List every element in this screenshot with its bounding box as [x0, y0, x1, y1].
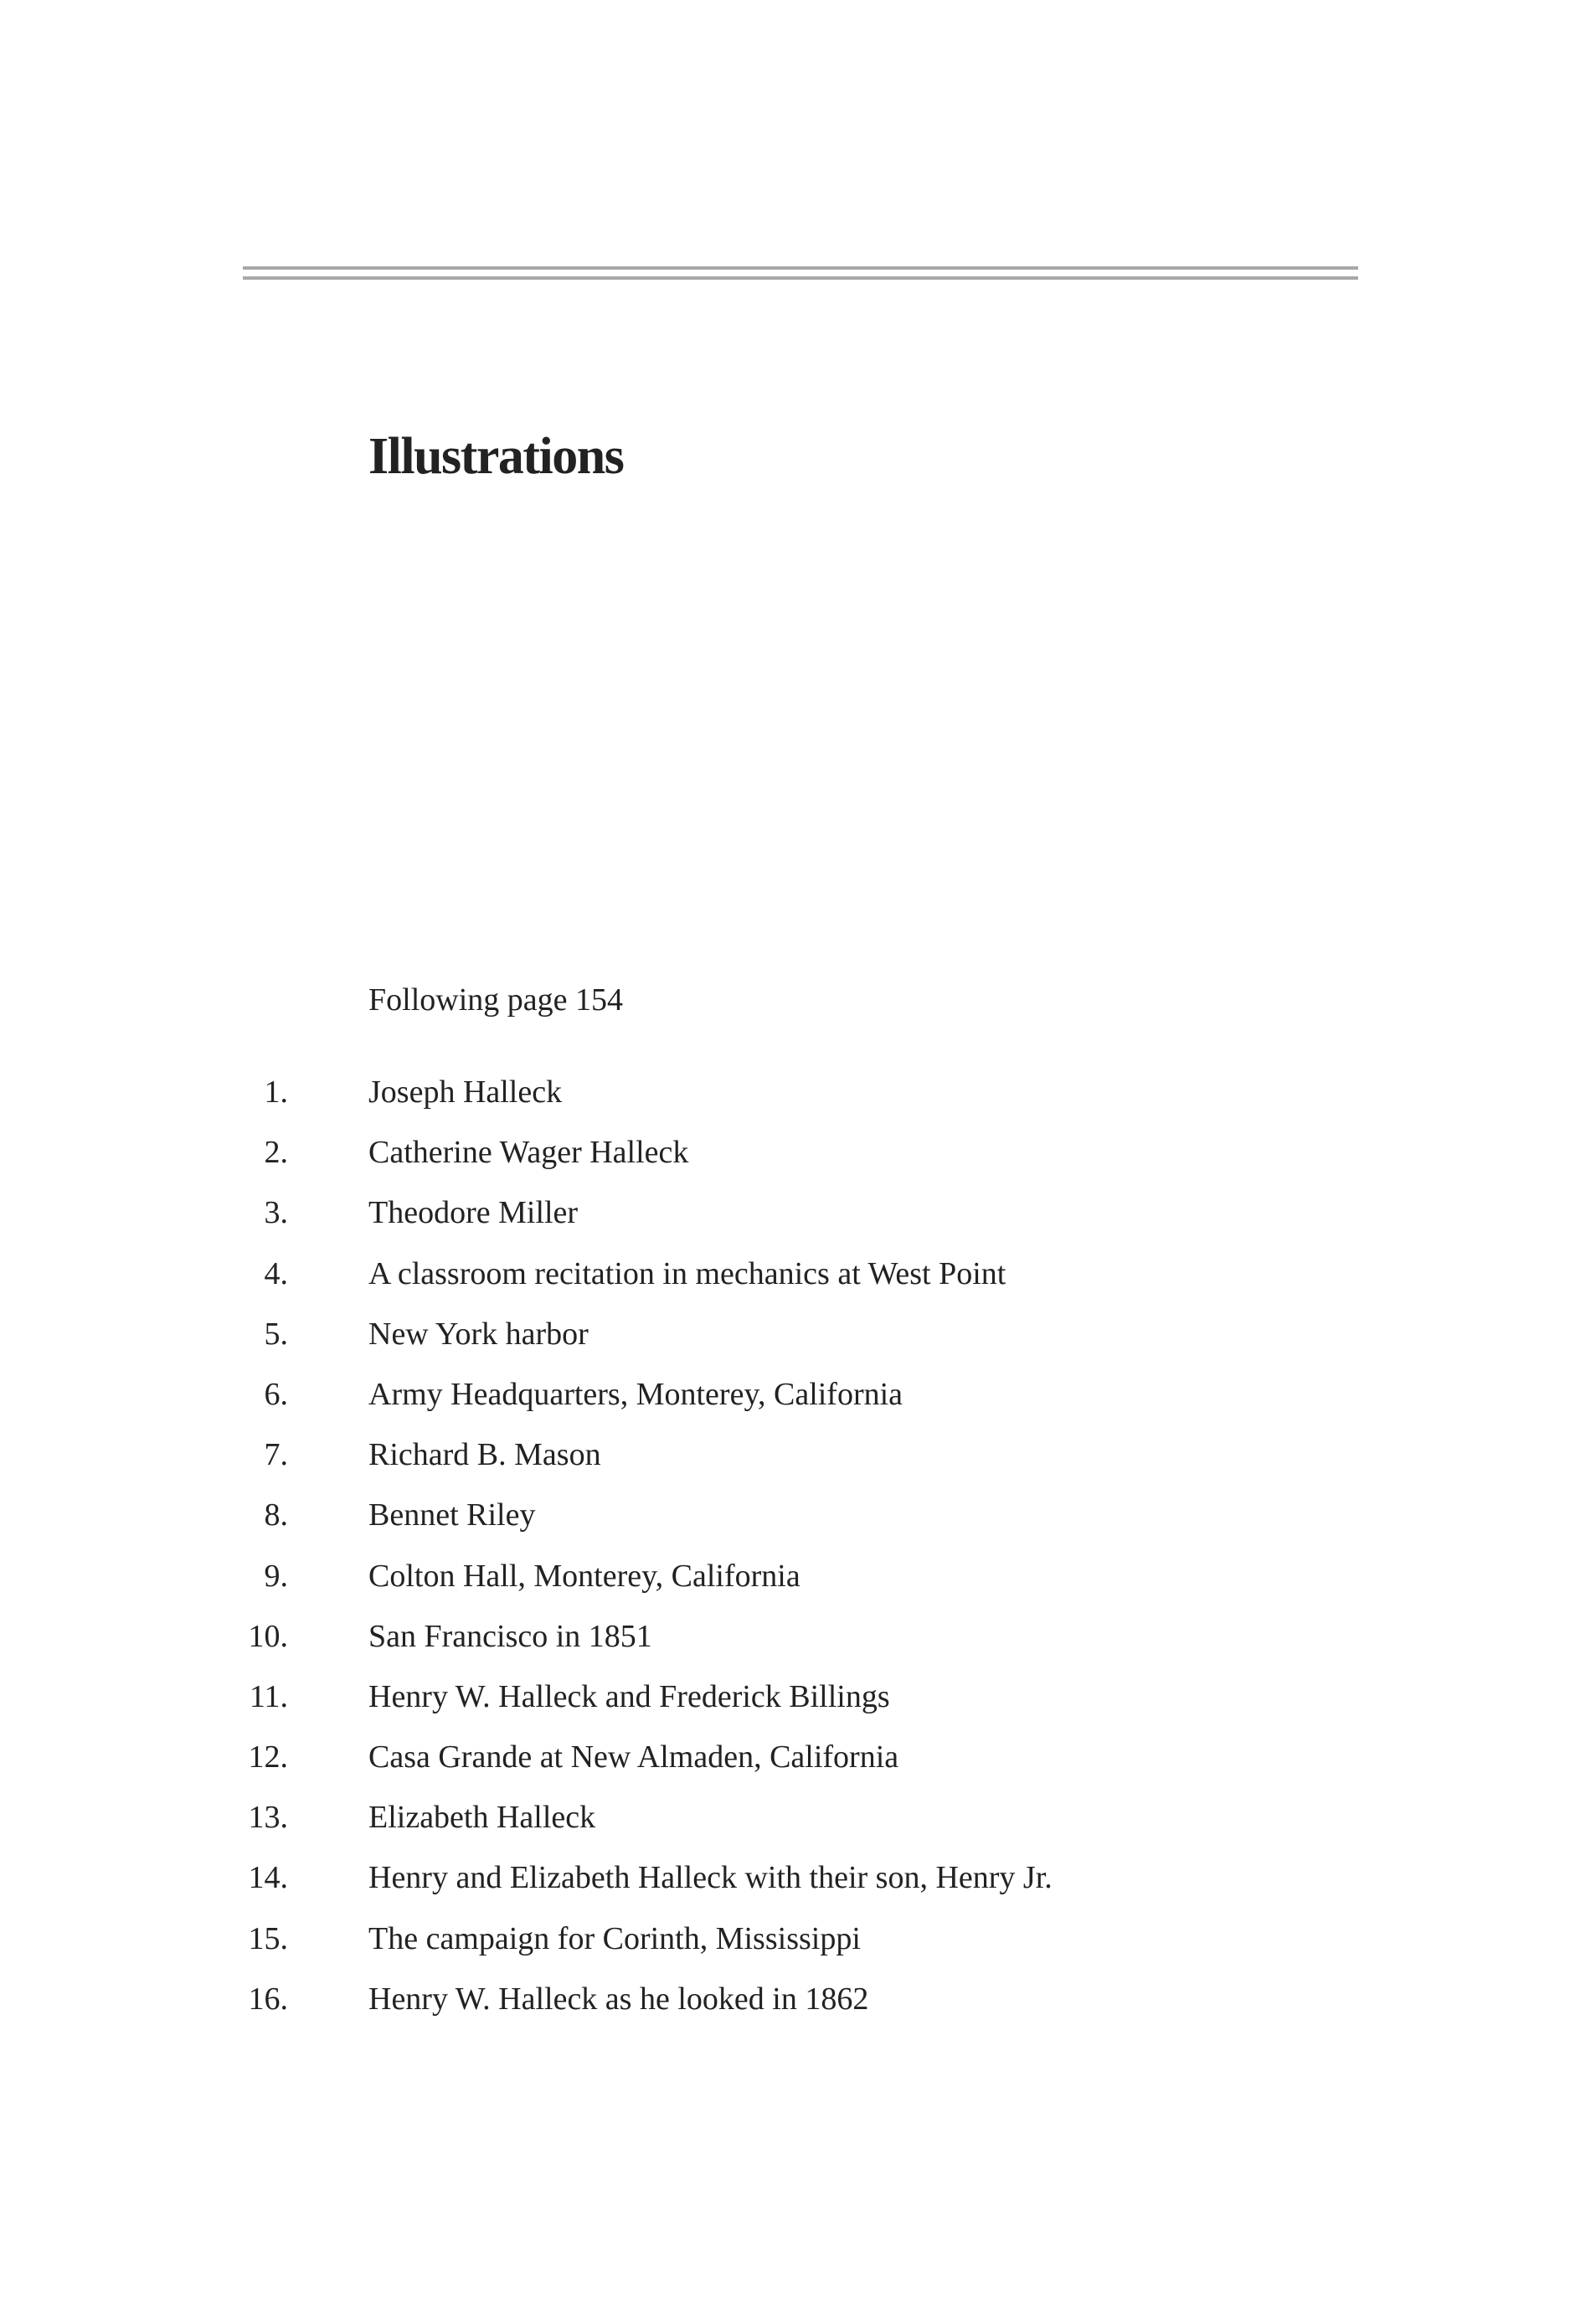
item-number: 13.	[248, 1800, 288, 1836]
list-item	[0, 1552, 1570, 1612]
item-number: 10.	[248, 1618, 288, 1654]
item-number: 6.	[264, 1376, 288, 1412]
item-number: 14.	[248, 1860, 288, 1896]
item-number: 12.	[248, 1739, 288, 1775]
item-caption: Elizabeth Halleck	[368, 1800, 596, 1836]
top-double-rule	[243, 266, 1358, 281]
item-number: 15.	[248, 1920, 288, 1956]
item-caption: Casa Grande at New Almaden, California	[368, 1739, 899, 1775]
item-number: 4.	[264, 1255, 288, 1291]
item-caption: Henry W. Halleck as he looked in 1862	[368, 1981, 869, 2017]
page-title: Illustrations	[368, 428, 624, 485]
list-item	[0, 1914, 1570, 1975]
list-item	[0, 1188, 1570, 1249]
item-caption: Henry and Elizabeth Halleck with their son, Henry Jr.	[368, 1860, 1053, 1896]
list-item	[0, 1975, 1570, 2035]
item-caption: Richard B. Mason	[368, 1437, 601, 1473]
list-item	[0, 1250, 1570, 1310]
list-item	[0, 1491, 1570, 1551]
item-number: 9.	[264, 1558, 288, 1594]
list-item	[0, 1128, 1570, 1188]
list-item	[0, 1310, 1570, 1370]
item-caption: Joseph Halleck	[368, 1074, 563, 1110]
list-item	[0, 1672, 1570, 1733]
item-number: 16.	[248, 1981, 288, 2017]
item-caption: Henry W. Halleck and Frederick Billings	[368, 1678, 890, 1714]
list-item	[0, 1430, 1570, 1491]
item-caption: Colton Hall, Monterey, California	[368, 1558, 800, 1594]
item-caption: Theodore Miller	[368, 1195, 579, 1231]
item-number: 1.	[264, 1074, 288, 1110]
item-caption: The campaign for Corinth, Mississippi	[368, 1920, 861, 1956]
illustration-list	[0, 1068, 1570, 2035]
item-caption: Bennet Riley	[368, 1497, 536, 1533]
item-caption: San Francisco in 1851	[368, 1618, 652, 1654]
item-caption: Army Headquarters, Monterey, California	[368, 1376, 903, 1412]
section-heading: Following page 154	[368, 982, 623, 1018]
item-number: 7.	[264, 1437, 288, 1473]
list-item	[0, 1370, 1570, 1430]
rule-line	[243, 266, 1358, 270]
list-item	[0, 1793, 1570, 1853]
list-item	[0, 1612, 1570, 1672]
item-caption: Catherine Wager Halleck	[368, 1135, 689, 1171]
list-item	[0, 1068, 1570, 1128]
item-caption: New York harbor	[368, 1316, 589, 1352]
rule-line	[243, 276, 1358, 280]
list-item	[0, 1733, 1570, 1793]
item-caption: A classroom recitation in mechanics at West Point	[368, 1255, 1006, 1291]
item-number: 3.	[264, 1195, 288, 1231]
item-number: 11.	[249, 1678, 288, 1714]
item-number: 8.	[264, 1497, 288, 1533]
item-number: 5.	[264, 1316, 288, 1352]
list-item	[0, 1853, 1570, 1914]
item-number: 2.	[264, 1135, 288, 1171]
